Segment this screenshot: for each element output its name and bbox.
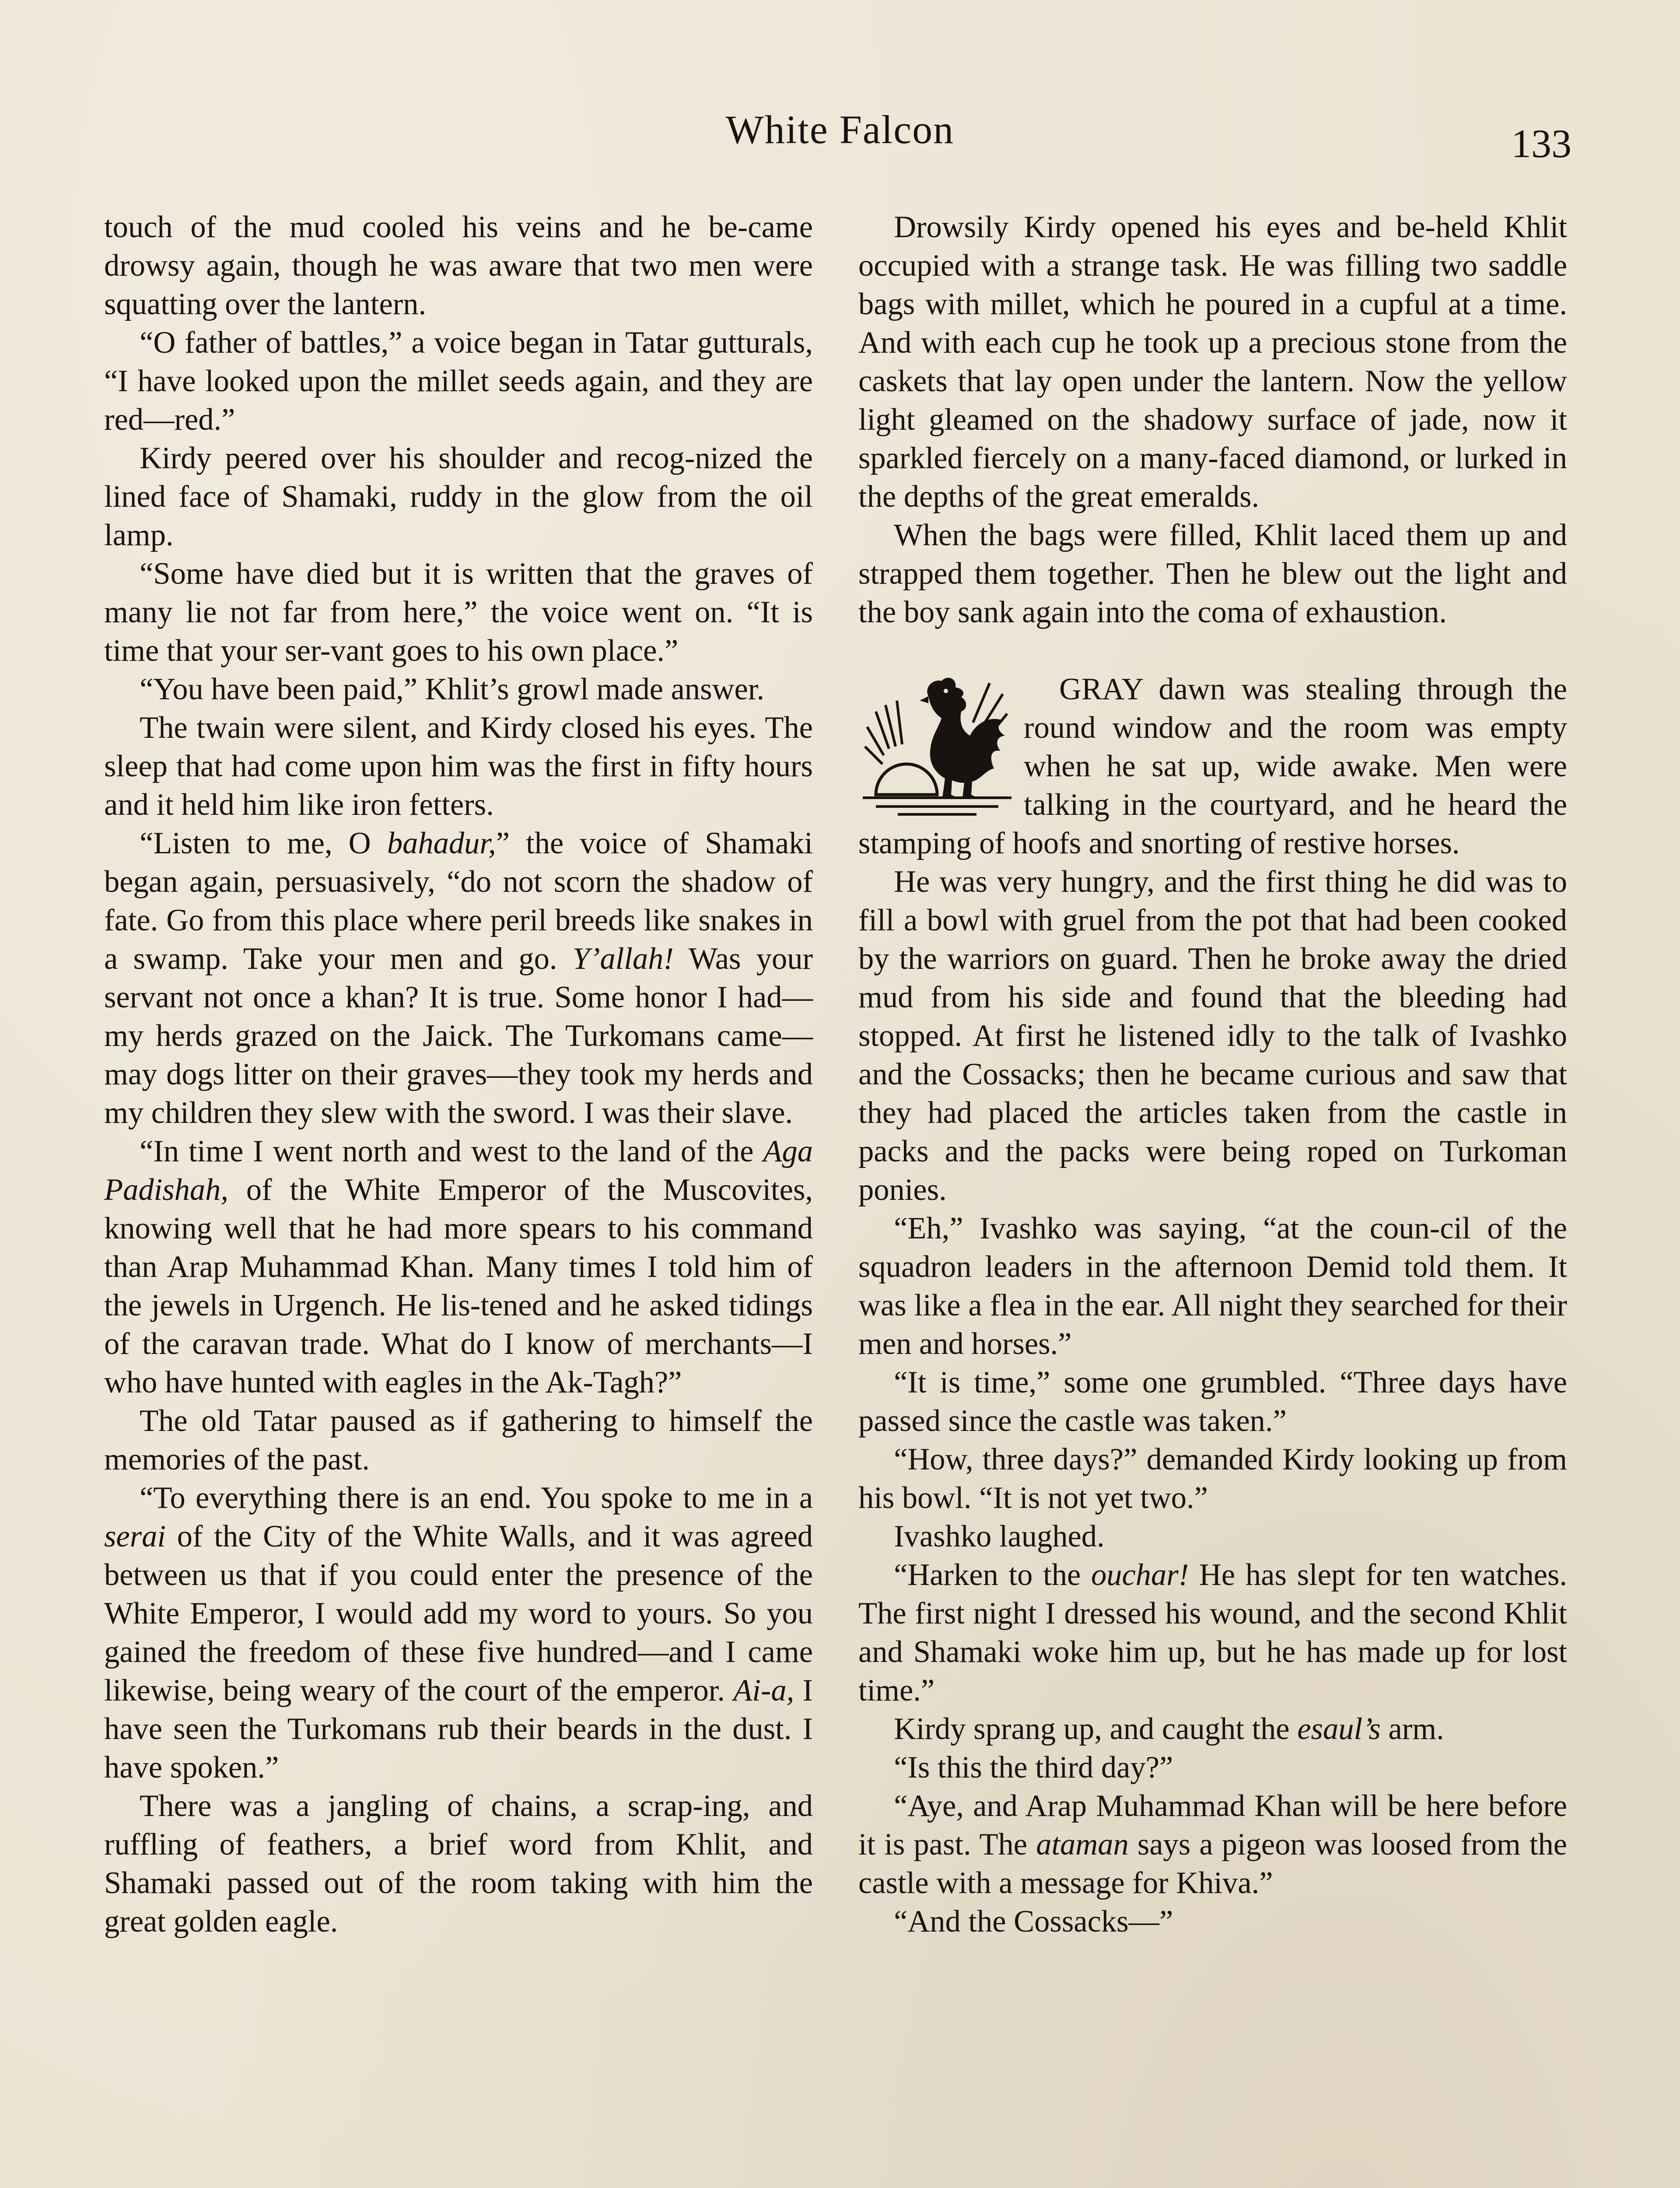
- paragraph: [858, 1710, 1567, 1748]
- paragraph-text: “Is this the third day?”: [894, 1750, 1173, 1785]
- paragraph: [104, 208, 813, 323]
- rooster-sunrise-icon: [858, 670, 1016, 821]
- paragraph-text: “And the Cossacks—”: [894, 1904, 1173, 1939]
- italic-term: ouchar!: [1091, 1558, 1189, 1592]
- italic-term: ataman: [1036, 1827, 1129, 1862]
- paragraph-text: There was a jangling of chains, a scrap-ing, and ruffling of feathers, a brief word from Khlit, and Shamaki passed out of the room taking with him the great golden eagle.: [104, 1789, 813, 1939]
- paragraph: [858, 1517, 1567, 1556]
- italic-term: bahadur,: [387, 826, 496, 860]
- paragraph-text: Kirdy sprang up, and caught the: [894, 1712, 1298, 1746]
- paragraph-text: Ivashko laughed.: [894, 1519, 1105, 1553]
- italic-term: serai: [104, 1519, 166, 1553]
- paragraph-text: of the City of the White Walls, and it was agreed between us that if you could enter the presence of the White Emperor, I would add my word to yours. So you gained the freedom of these five hundred—and I came likewise, being weary of the court of the emperor.: [104, 1519, 813, 1708]
- paragraph: [858, 208, 1567, 516]
- paragraph: [104, 1402, 813, 1479]
- paragraph: [104, 1787, 813, 1941]
- paragraph-text: arm.: [1380, 1712, 1444, 1746]
- paragraph-text: “O father of battles,” a voice began in Tatar gutturals, “I have looked upon the millet seeds again, and they are red—red.”: [104, 326, 813, 437]
- section-break: [858, 631, 1567, 670]
- paragraph: [104, 1132, 813, 1402]
- left-column: [104, 208, 813, 1941]
- italic-term: Aga Padishah,: [104, 1134, 813, 1207]
- paragraph-text: The twain were silent, and Kirdy closed his eyes. The sleep that had come upon him was the first in fifty hours and it held him like iron fetters.: [104, 711, 813, 822]
- paragraph-text: Was your servant not once a khan? It is true. Some honor I had—my herds grazed on the Jaick. The Turkomans came—may dogs litter on their graves—they took my herds and my children they slew with the sword. I was their slave.: [104, 942, 813, 1130]
- paragraph: [858, 1787, 1567, 1902]
- paragraph: [858, 1440, 1567, 1517]
- dropcap-lead: GRAY: [1059, 672, 1143, 706]
- paragraph-text: The old Tatar paused as if gathering to himself the memories of the past.: [104, 1404, 813, 1476]
- paragraph-text: “Aye, and Arap Muhammad Khan will be here before it is past. The: [858, 1789, 1567, 1862]
- paragraph-text: “To everything there is an end. You spoke to me in a: [140, 1481, 813, 1515]
- paragraph-text: I have seen the Turkomans rub their beards in the dust. I have spoken.”: [104, 1673, 813, 1785]
- paragraph: [104, 708, 813, 824]
- italic-term: esaul’s: [1297, 1712, 1381, 1746]
- paragraph: [858, 1902, 1567, 1941]
- right-column: [858, 208, 1567, 1941]
- paragraph: [858, 863, 1567, 1209]
- paragraph-text: of the White Emperor of the Muscovites, knowing well that he had more spears to his command than Arap Muhammad Khan. Many times I told him of the jewels in Urgench. He lis-tened and he asked tidings of the caravan trade. What do I know of merchants—I who have hunted with eagles in the Ak-Tagh?”: [104, 1173, 813, 1399]
- right-column-rest: [858, 863, 1567, 1941]
- paragraph-text: “Listen to me, O: [140, 826, 387, 860]
- paragraph-text: touch of the mud cooled his veins and he be-came drowsy again, though he was aware that two men were squatting over the lantern.: [104, 210, 813, 321]
- paragraph-text: “In time I went north and west to the land of the: [140, 1134, 763, 1168]
- paragraph: [104, 323, 813, 439]
- italic-term: Ai-a,: [733, 1673, 794, 1708]
- paragraph: [858, 1748, 1567, 1787]
- paragraph-text: “How, three days?” demanded Kirdy looking up from his bowl. “It is not yet two.”: [858, 1442, 1567, 1515]
- paragraph: [104, 439, 813, 554]
- page-number: 133: [1511, 121, 1572, 166]
- right-column-top: [858, 208, 1567, 631]
- paragraph-text: When the bags were filled, Khlit laced them up and strapped them together. Then he blew out the light and the boy sank again into the coma of exhaustion.: [858, 518, 1567, 629]
- running-title: White Falcon: [725, 107, 955, 152]
- paragraph: [104, 670, 813, 708]
- paragraph: [858, 1556, 1567, 1710]
- paragraph-text: ” the voice of Shamaki began again, persuasively, “do not scorn the shadow of fate. Go from this place where peril breeds like snakes in a swamp. Take your men and go.: [104, 826, 813, 976]
- paragraph-text: He was very hungry, and the first thing he did was to fill a bowl with gruel from the pot that had been cooked by the warriors on guard. Then he broke away the dried mud from his side and found that the bleeding had stopped. At first he listened idly to the talk of Ivashko and the Cossacks; then he became curious and saw that they had placed the articles taken from the castle in packs and the packs were being roped on Turkoman ponies.: [858, 865, 1567, 1207]
- paragraph: [858, 1209, 1567, 1363]
- paragraph-text: Kirdy peered over his shoulder and recog-nized the lined face of Shamaki, ruddy in the glow from the oil lamp.: [104, 441, 813, 552]
- paragraph-text: “It is time,” some one grumbled. “Three days have passed since the castle was taken.”: [858, 1365, 1567, 1438]
- paragraph-text: He has slept for ten watches. The first night I dressed his wound, and the second Khlit and Shamaki woke him up, but he has made up for lost time.”: [858, 1558, 1568, 1708]
- dropcap-paragraph: [858, 670, 1567, 863]
- paragraph: [858, 1363, 1567, 1440]
- italic-term: Y’allah!: [572, 942, 674, 976]
- paragraph-text: “Some have died but it is written that the graves of many lie not far from here,” the voice went on. “It is time that your ser-vant goes to his own place.”: [104, 557, 813, 668]
- paragraph-text: “Harken to the: [894, 1558, 1092, 1592]
- paragraph-text: “Eh,” Ivashko was saying, “at the coun-cil of the squadron leaders in the afternoon Demid told them. It was like a flea in the ear. All night they searched for their men and horses.”: [858, 1211, 1567, 1361]
- paragraph: [104, 1479, 813, 1787]
- paragraph-text: “You have been paid,” Khlit’s growl made answer.: [140, 672, 765, 706]
- dropcap-text: dawn was stealing through the round window and the room was empty when he sat up, wide awake. Men were talking in the courtyard, and he heard the stamping of hoofs and snorting of restive horses.: [858, 672, 1567, 860]
- paragraph-text: Drowsily Kirdy opened his eyes and be-held Khlit occupied with a strange task. He was filling two saddle bags with millet, which he poured in a cupful at a time. And with each cup he took up a precious stone from the caskets that lay open under the lantern. Now the yellow light gleamed on the shadowy surface of jade, now it sparkled fiercely on a many-faced diamond, or lurked in the depths of the great emeralds.: [858, 210, 1567, 514]
- paragraph: [104, 824, 813, 1132]
- paragraph-text: says a pigeon was loosed from the castle with a message for Khiva.”: [858, 1827, 1567, 1900]
- paragraph: [858, 516, 1567, 631]
- paragraph: [104, 554, 813, 670]
